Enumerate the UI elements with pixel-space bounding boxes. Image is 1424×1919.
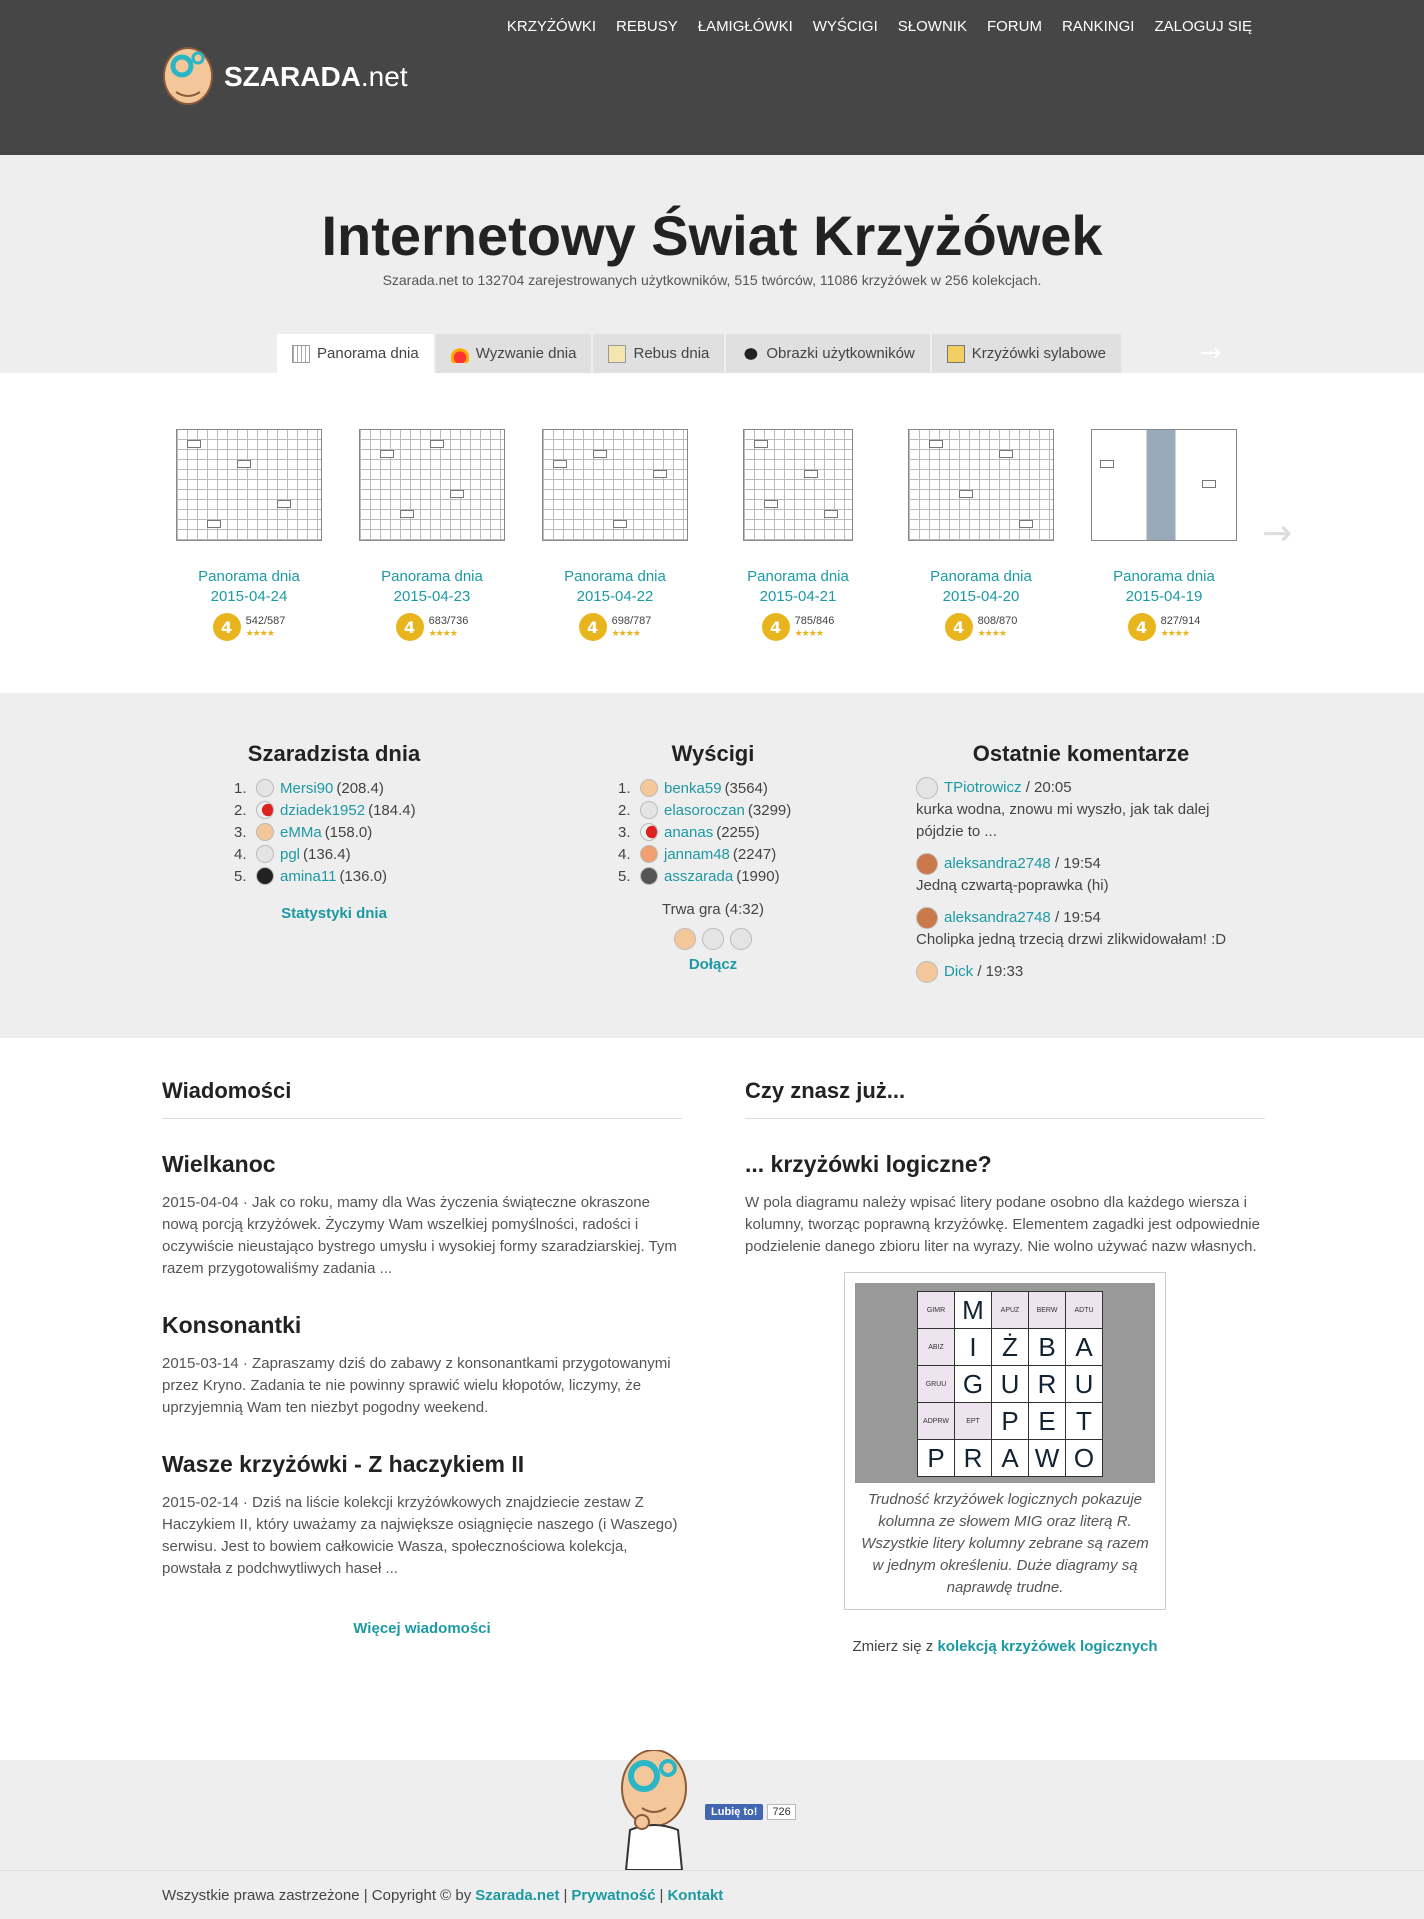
list-item: 3. eMMa (158.0) <box>234 823 373 841</box>
logic-figure <box>844 1272 1166 1610</box>
user-link[interactable]: asszarada <box>664 867 734 885</box>
avatar <box>916 961 938 983</box>
user-link[interactable]: benka59 <box>664 779 722 797</box>
user-link[interactable]: Dick <box>944 963 974 980</box>
game-status: Trwa gra (4:32) <box>662 901 764 918</box>
user-link[interactable]: jannam48 <box>664 845 730 863</box>
difficulty-badge: 4 <box>762 613 790 641</box>
section-title: Czy znasz już... <box>745 1078 1265 1119</box>
user-link[interactable]: elasoroczan <box>664 801 745 819</box>
tab-panorama[interactable]: Panorama dnia <box>277 334 434 373</box>
logic-text: W pola diagramu należy wpisać litery podane osobno dla każdego wiersza i kolumny, tworząc poprawną krzyżówkę. Elementem zagadki jest odpowiednie podzielenie danego zbioru liter na wyrazy. Nie wolno używać nazw własnych. <box>745 1194 1260 1255</box>
syllable-icon <box>947 345 965 363</box>
logic-grid-cell: G <box>955 1366 991 1402</box>
list-item: 1. Mersi90 (208.4) <box>234 779 384 797</box>
stats-section <box>0 693 1424 1038</box>
measure-line: Zmierz się z kolekcją krzyżówek logicznych <box>852 1638 1158 1655</box>
star-rating-icon: ★★★★ <box>977 628 1006 638</box>
tab-wyzwanie[interactable]: Wyzwanie dnia <box>436 334 592 373</box>
logic-grid-cell: ADPRW <box>918 1403 954 1439</box>
logic-grid-cell: U <box>1066 1366 1102 1402</box>
footer-band <box>0 1760 1424 1870</box>
wyscigi <box>618 741 808 973</box>
avatar <box>730 928 752 950</box>
section-title: Szaradzista dnia <box>247 741 421 766</box>
logic-grid-cell: B <box>1029 1329 1065 1365</box>
puzzle-card[interactable] <box>713 429 883 641</box>
szaradzista-dnia <box>234 741 434 922</box>
stats-link[interactable]: Statystyki dnia <box>281 905 387 922</box>
puzzle-title[interactable]: Panorama dnia 2015-04-24 <box>198 568 300 605</box>
avatar <box>256 779 274 797</box>
logic-grid-cell: W <box>1029 1440 1065 1476</box>
fire-icon <box>451 345 469 363</box>
puzzle-strip <box>0 373 1424 693</box>
logic-grid-cell: O <box>1066 1440 1102 1476</box>
logic-grid <box>917 1291 1103 1477</box>
logic-intro <box>745 1151 1265 1258</box>
strip-next-arrow-icon[interactable]: → <box>1262 513 1293 554</box>
comment: aleksandra2748 / 19:54 Jedną czwartą-poprawka (hi) <box>916 853 1246 897</box>
puzzle-thumbnail[interactable] <box>176 429 322 541</box>
puzzle-rating: 4 698/787 ★★★★ <box>530 613 700 641</box>
star-rating-icon: ★★★★ <box>611 628 640 638</box>
logic-grid-cell: APUZ <box>992 1292 1028 1328</box>
site-stats: Szarada.net to 132704 zarejestrowanych użytkowników, 515 twórców, 11086 krzyżówek w 256 kolekcjach. <box>382 272 1042 288</box>
user-link[interactable]: eMMa <box>280 823 322 841</box>
section-title: Wiadomości <box>162 1078 682 1119</box>
user-link[interactable]: Mersi90 <box>280 779 334 797</box>
logic-grid-cell: EPT <box>955 1403 991 1439</box>
avatar <box>916 907 938 929</box>
avatar <box>256 801 274 819</box>
avatar <box>256 867 274 885</box>
puzzle-thumbnail[interactable] <box>359 429 505 541</box>
logic-grid-cell: ADTU <box>1066 1292 1102 1328</box>
list-item: 5. asszarada (1990) <box>618 867 780 885</box>
ranking-list <box>234 777 434 887</box>
nav-lamiglowki[interactable]: ŁAMIGŁÓWKI <box>697 18 793 35</box>
logic-grid-cell: Ż <box>992 1329 1028 1365</box>
news-article <box>162 1151 682 1280</box>
tab-rebus[interactable]: Rebus dnia <box>593 334 724 373</box>
article-title[interactable]: Wielkanoc <box>162 1151 276 1177</box>
list-item: 2. elasoroczan (3299) <box>618 801 792 819</box>
comment-text[interactable]: Cholipka jedną trzecią drzwi zlikwidowałam! :D <box>916 931 1227 948</box>
avatar <box>916 777 938 799</box>
user-link[interactable]: aleksandra2748 <box>944 909 1051 926</box>
facebook-like[interactable] <box>705 1804 796 1820</box>
avatar <box>674 928 696 950</box>
user-link[interactable]: aleksandra2748 <box>944 855 1051 872</box>
list-item: 5. amina11 (136.0) <box>234 867 387 885</box>
logic-grid-cell: P <box>992 1403 1028 1439</box>
user-link[interactable]: dziadek1952 <box>280 801 366 819</box>
players <box>618 928 808 950</box>
nav-forum[interactable]: FORUM <box>986 18 1042 35</box>
logic-grid-cell: GIMR <box>918 1292 954 1328</box>
puzzle-thumbnail[interactable] <box>1091 429 1237 541</box>
user-link[interactable]: ananas <box>664 823 714 841</box>
star-rating-icon: ★★★★ <box>1160 628 1189 638</box>
puzzle-title[interactable]: Panorama dnia 2015-04-22 <box>564 568 666 605</box>
rebus-icon <box>608 345 626 363</box>
logic-collection-link[interactable]: kolekcją krzyżówek logicznych <box>937 1638 1158 1655</box>
puzzle-thumbnail[interactable] <box>743 429 853 541</box>
comment-text[interactable]: Jedną czwartą-poprawka (hi) <box>916 877 1109 894</box>
list-item: 1. benka59 (3564) <box>618 779 768 797</box>
logic-grid-cell: M <box>955 1292 991 1328</box>
nav-rankingi[interactable]: RANKINGI <box>1061 18 1135 35</box>
puzzle-card[interactable] <box>530 429 700 641</box>
site-link[interactable]: Szarada.net <box>475 1886 560 1904</box>
logic-grid-cell: ABIZ <box>918 1329 954 1365</box>
tab-sylabowe[interactable]: Krzyżówki sylabowe <box>932 334 1121 373</box>
tabs-next-arrow-icon[interactable]: → <box>1200 338 1222 368</box>
puzzle-rating: 4 808/870 ★★★★ <box>896 613 1066 641</box>
avatar <box>640 823 658 841</box>
mascot-logo-icon <box>162 44 214 110</box>
list-item: 4. pgl (136.4) <box>234 845 351 863</box>
logic-grid-cell: U <box>992 1366 1028 1402</box>
comment-text[interactable]: kurka wodna, znowu mi wyszło, jak tak dalej pójdzie to ... <box>916 801 1210 840</box>
difficulty-badge: 4 <box>945 613 973 641</box>
grid-icon <box>292 345 310 363</box>
nav-krzyzowki[interactable]: KRZYŻÓWKI <box>506 18 597 35</box>
news-section <box>0 1038 1424 1760</box>
fb-like-button[interactable]: Lubię to! <box>705 1804 763 1820</box>
article-excerpt: 2015-03-14 · Zapraszamy dziś do zabawy z konsonantkami przygotowanymi przez Kryno. Zadania te nie powinny sprawić wielu kłopotów, liczymy, że uprzyjemnią Wam ten niezbyt pogodny weekend. <box>162 1355 671 1416</box>
site-logo[interactable] <box>162 44 408 110</box>
figure-caption: Trudność krzyżówek logicznych pokazuje kolumna ze słowem MIG oraz literą R. Wszystkie litery kolumny zebrane są razem w jednym określeniu. Duże diagramy są naprawdę trudne. <box>861 1491 1149 1596</box>
contact-link[interactable]: Kontakt <box>667 1886 724 1904</box>
page-title: Internetowy Świat Krzyżówek <box>321 204 1103 267</box>
difficulty-badge: 4 <box>213 613 241 641</box>
bird-icon <box>741 345 759 363</box>
fb-like-count: 726 <box>767 1804 795 1820</box>
puzzle-title[interactable]: Panorama dnia 2015-04-20 <box>930 568 1032 605</box>
tab-obrazki[interactable]: Obrazki użytkowników <box>726 334 929 373</box>
user-link[interactable]: pgl <box>280 845 301 863</box>
logic-grid-cell: BERW <box>1029 1292 1065 1328</box>
nav-wyscigi[interactable]: WYŚCIGI <box>812 18 878 35</box>
avatar <box>640 801 658 819</box>
puzzle-title[interactable]: Panorama dnia 2015-04-23 <box>381 568 483 605</box>
news-article <box>162 1451 682 1580</box>
logic-grid-cell: GRUU <box>918 1366 954 1402</box>
avatar <box>256 845 274 863</box>
avatar <box>256 823 274 841</box>
logic-grid-cell: P <box>918 1440 954 1476</box>
difficulty-badge: 4 <box>396 613 424 641</box>
puzzle-thumbnail[interactable] <box>542 429 688 541</box>
avatar <box>640 867 658 885</box>
puzzle-title[interactable]: Panorama dnia 2015-04-21 <box>747 568 849 605</box>
user-link[interactable]: amina11 <box>280 867 337 885</box>
puzzle-rating: 4 827/914 ★★★★ <box>1079 613 1249 641</box>
difficulty-badge: 4 <box>579 613 607 641</box>
list-item: 3. ananas (2255) <box>618 823 760 841</box>
news-column <box>162 1078 682 1637</box>
puzzle-rating: 4 542/587 ★★★★ <box>164 613 334 641</box>
difficulty-badge: 4 <box>1128 613 1156 641</box>
article-title[interactable]: Konsonantki <box>162 1312 302 1338</box>
puzzle-rating: 4 683/736 ★★★★ <box>347 613 517 641</box>
list-item: 2. dziadek1952 (184.4) <box>234 801 416 819</box>
privacy-link[interactable]: Prywatność <box>571 1886 656 1904</box>
more-news-link[interactable]: Więcej wiadomości <box>353 1620 491 1637</box>
main-nav <box>507 18 1252 35</box>
section-title: Ostatnie komentarze <box>972 741 1190 766</box>
logic-grid-cell: E <box>1029 1403 1065 1439</box>
logic-grid-cell: A <box>1066 1329 1102 1365</box>
logic-grid-cell: T <box>1066 1403 1102 1439</box>
puzzle-card[interactable] <box>896 429 1066 641</box>
puzzle-title[interactable]: Panorama dnia 2015-04-19 <box>1113 568 1215 605</box>
puzzle-card[interactable] <box>347 429 517 641</box>
puzzle-card[interactable] <box>164 429 334 641</box>
nav-rebusy[interactable]: REBUSY <box>616 18 678 35</box>
avatar <box>702 928 724 950</box>
article-excerpt: 2015-04-04 · Jak co roku, mamy dla Was życzenia świąteczne okraszone nową porcją krzyżówek. Życzymy Wam wszelkiej pomyślności, radości i oczywiście nieustająco bystrego umysłu i wysokiej formy szaradziarskiej. Tym razem przygotowaliśmy zadania ... <box>162 1194 677 1277</box>
copyright-bar: Wszystkie prawa zastrzeżone | Copyright © by Szarada.net | Prywatność | Kontakt <box>0 1870 1424 1919</box>
site-logo-text: SZARADA.net <box>224 61 408 92</box>
logic-grid-cell: A <box>992 1440 1028 1476</box>
list-item: 4. jannam48 (2247) <box>618 845 777 863</box>
section-title: Wyścigi <box>671 741 755 766</box>
comment: aleksandra2748 / 19:54 Cholipka jedną trzecią drzwi zlikwidowałam! :D <box>916 907 1246 951</box>
avatar <box>916 853 938 875</box>
comment: TPiotrowicz / 20:05 kurka wodna, znowu mi wyszło, jak tak dalej pójdzie to ... <box>916 777 1246 843</box>
logic-grid-cell: R <box>1029 1366 1065 1402</box>
logic-column <box>745 1078 1265 1655</box>
puzzle-rating: 4 785/846 ★★★★ <box>713 613 883 641</box>
star-rating-icon: ★★★★ <box>428 628 457 638</box>
nav-login[interactable]: ZALOGUJ SIĘ <box>1154 18 1252 35</box>
feature-tabs <box>277 334 1121 373</box>
news-article <box>162 1312 682 1419</box>
article-excerpt: 2015-02-14 · Dziś na liście kolekcji krzyżówkowych znajdziecie zestaw Z Haczykiem II, który uważamy za największe osiągnięcie naszego (i Waszego) serwisu. Jest to bowiem całkowicie Wasza, społecznościowa kolekcja, powstała z podchwytliwych haseł ... <box>162 1494 678 1577</box>
site-header <box>0 0 1424 155</box>
avatar <box>640 779 658 797</box>
nav-slownik[interactable]: SŁOWNIK <box>897 18 967 35</box>
logic-grid-cell: R <box>955 1440 991 1476</box>
avatar <box>640 845 658 863</box>
puzzle-card[interactable] <box>1079 429 1249 641</box>
logic-grid-cell: I <box>955 1329 991 1365</box>
puzzle-thumbnail[interactable] <box>908 429 1054 541</box>
copyright-text: Wszystkie prawa zastrzeżone | Copyright © by <box>162 1886 472 1904</box>
star-rating-icon: ★★★★ <box>794 628 823 638</box>
ostatnie-komentarze <box>916 741 1246 991</box>
logic-title: ... krzyżówki logiczne? <box>745 1151 992 1177</box>
star-rating-icon: ★★★★ <box>245 628 274 638</box>
article-title[interactable]: Wasze krzyżówki - Z haczykiem II <box>162 1451 525 1477</box>
ranking-list <box>618 777 808 887</box>
join-button[interactable]: Dołącz <box>688 956 738 973</box>
logic-grid-image[interactable] <box>855 1283 1155 1483</box>
user-link[interactable]: TPiotrowicz <box>944 779 1022 796</box>
mascot-icon <box>612 1750 692 1870</box>
comment: Dick / 19:33 <box>916 961 1246 983</box>
